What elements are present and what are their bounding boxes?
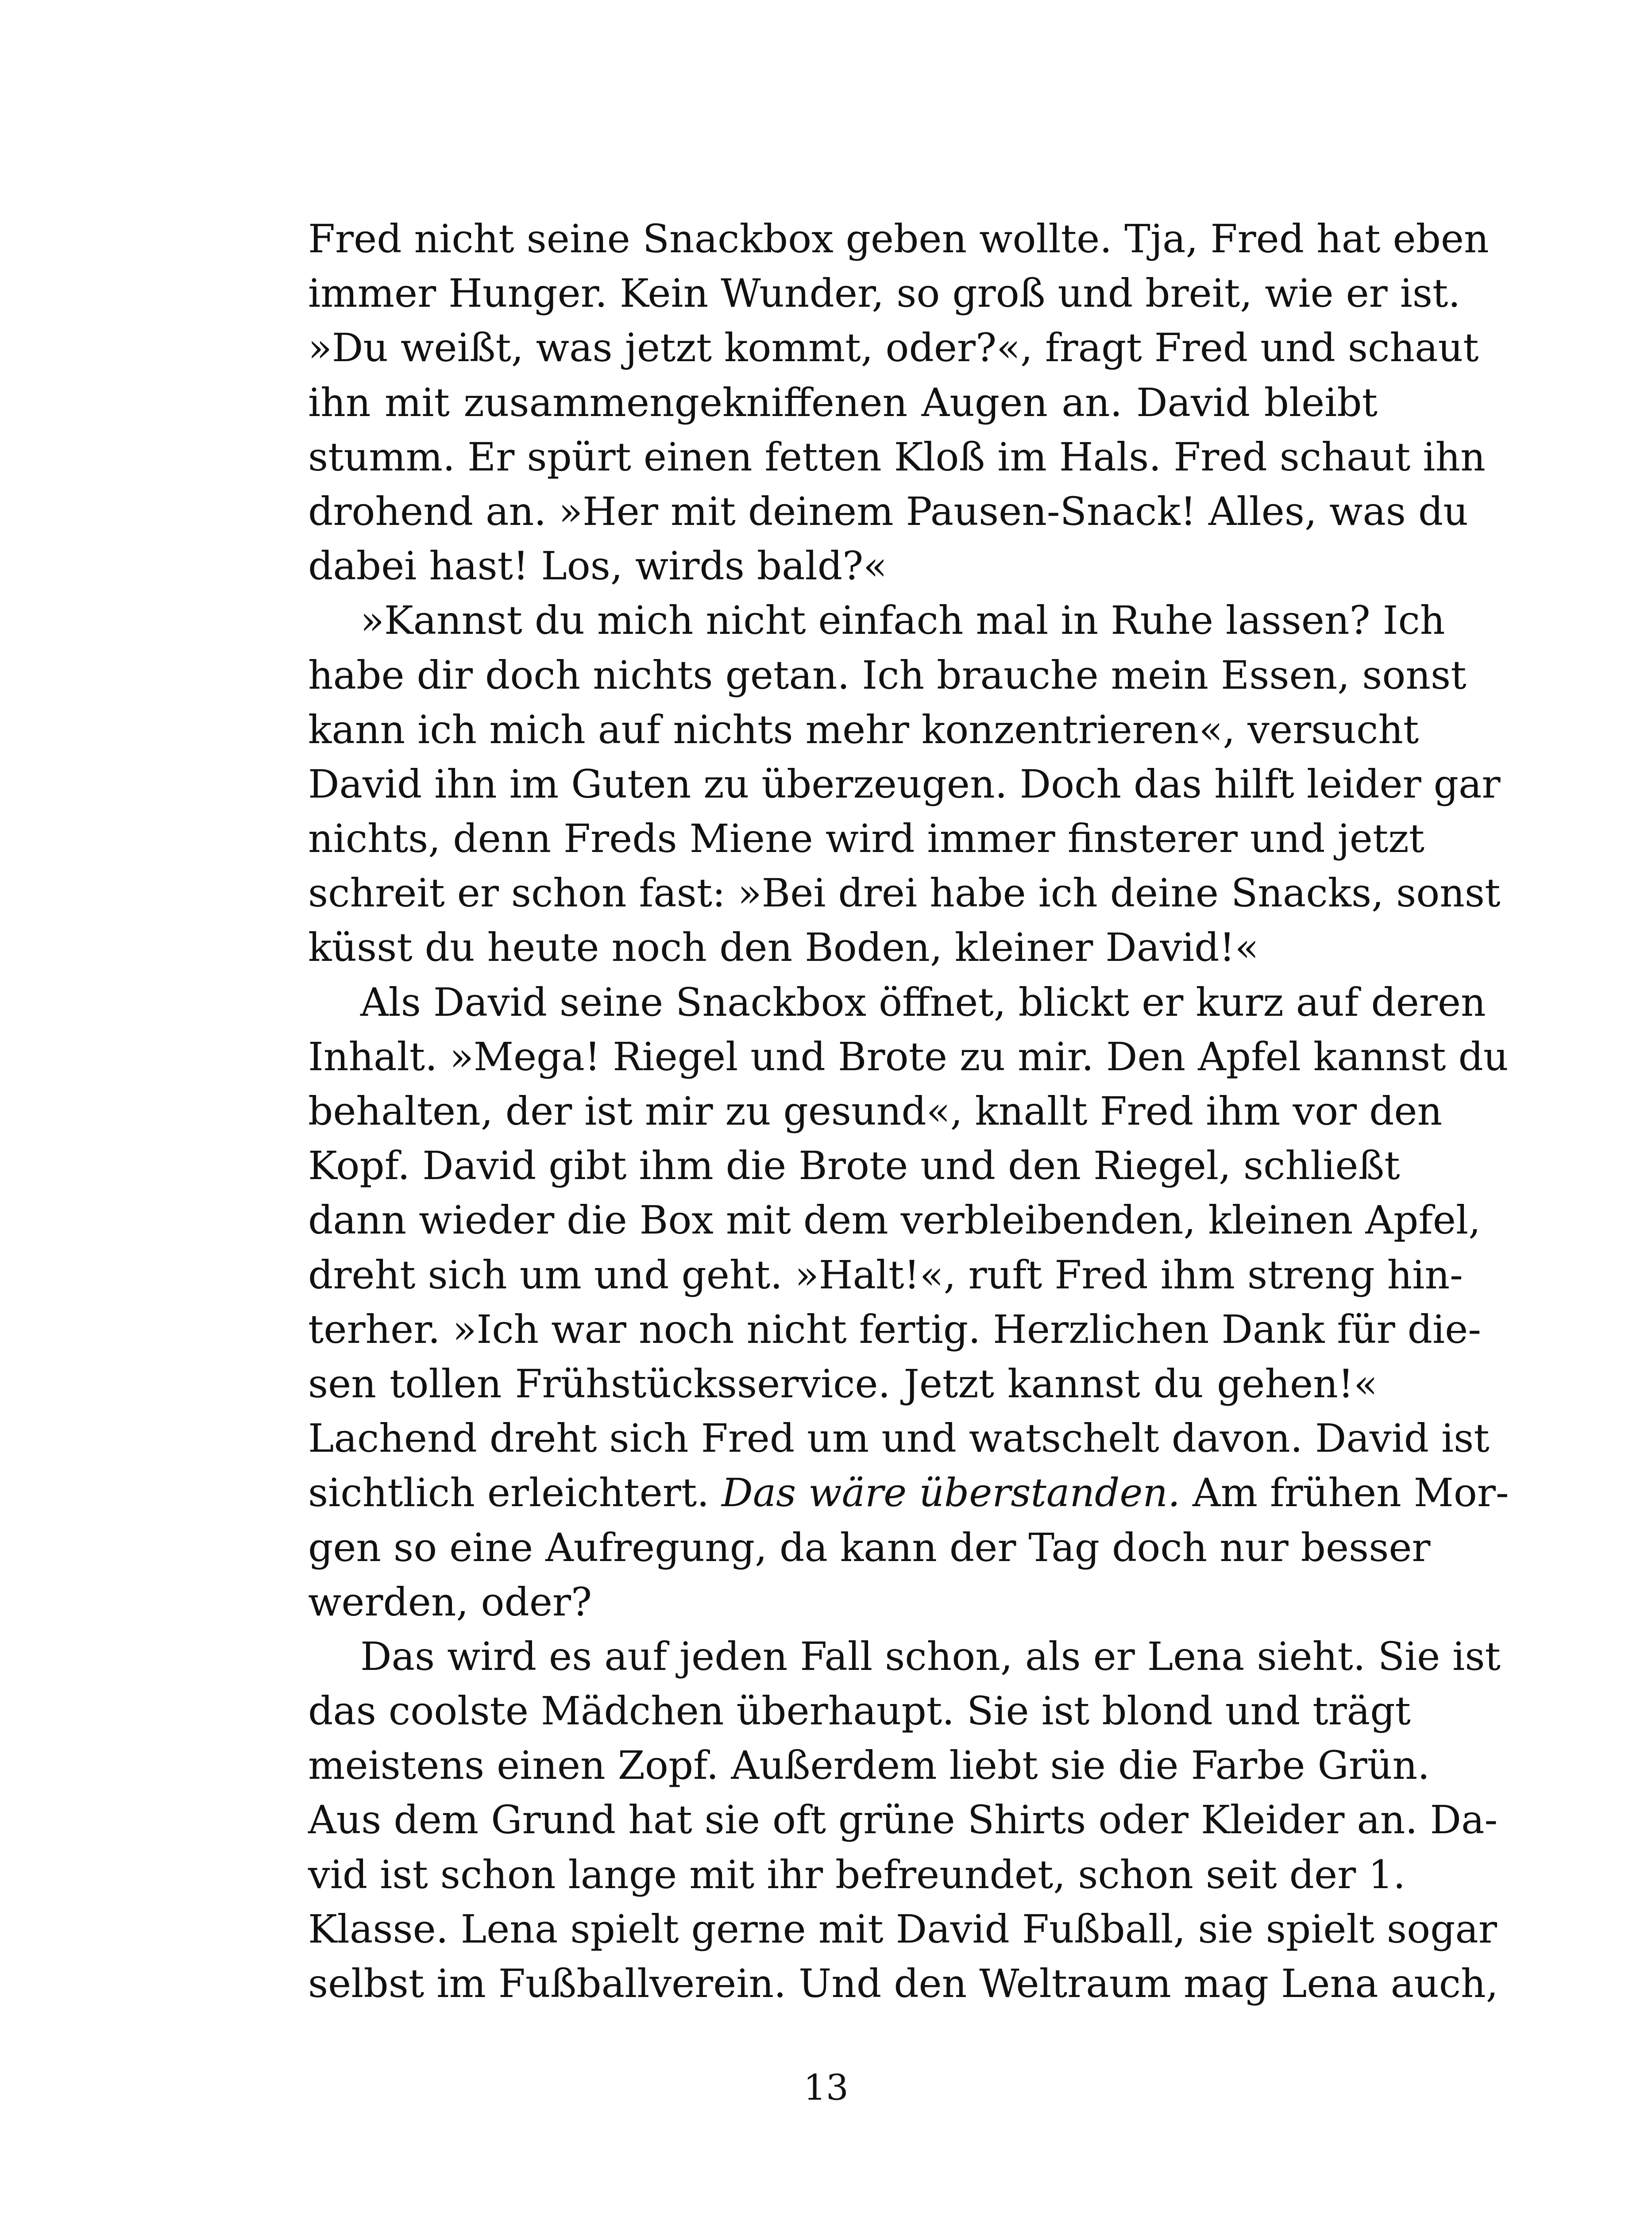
- text-line: Klasse. Lena spielt gerne mit David Fußball, sie spielt sogar: [308, 1906, 1497, 1952]
- text-segment: sichtlich erleichtert.: [308, 1470, 722, 1516]
- text-line: Fred nicht seine Snackbox geben wollte. Tja, Fred hat eben: [308, 216, 1489, 262]
- text-line: Kopf. David gibt ihm die Brote und den Riegel, schließt: [308, 1143, 1400, 1189]
- page-number: 13: [803, 2067, 849, 2108]
- text-line: selbst im Fußballverein. Und den Weltraum mag Lena auch,: [308, 1961, 1498, 2006]
- text-line: drohend an. »Her mit deinem Pausen-Snack! Alles, was du: [308, 488, 1468, 534]
- text-line: »Du weißt, was jetzt kommt, oder?«, fragt Fred und schaut: [308, 325, 1479, 371]
- text-line: Lachend dreht sich Fred um und watschelt davon. David ist: [308, 1415, 1490, 1461]
- text-line: Inhalt. »Mega! Riegel und Brote zu mir. Den Apfel kannst du: [308, 1033, 1509, 1080]
- text-line: werden, oder?: [308, 1579, 592, 1625]
- text-line: Das wird es auf jeden Fall schon, als er Lena sieht. Sie ist: [360, 1633, 1501, 1679]
- body-text: [308, 212, 1509, 2011]
- text-line: David ihn im Guten zu überzeugen. Doch das hilft leider gar: [308, 761, 1501, 807]
- text-line: kann ich mich auf nichts mehr konzentrieren«, versucht: [308, 706, 1419, 752]
- text-line: gen so eine Aufregung, da kann der Tag doch nur besser: [308, 1524, 1431, 1570]
- text-line: »Kannst du mich nicht einfach mal in Ruhe lassen? Ich: [360, 598, 1445, 644]
- text-line: küsst du heute noch den Boden, kleiner David!«: [308, 925, 1259, 971]
- text-line: stumm. Er spürt einen fetten Kloß im Hals. Fred schaut ihn: [308, 434, 1486, 480]
- text-line: das coolste Mädchen überhaupt. Sie ist blond und trägt: [308, 1688, 1411, 1734]
- text-line: dreht sich um und geht. »Halt!«, ruft Fred ihm streng hin-: [308, 1252, 1463, 1298]
- text-line: ihn mit zusammengekniffenen Augen an. David bleibt: [308, 379, 1378, 425]
- text-line: habe dir doch nichts getan. Ich brauche mein Essen, sonst: [308, 652, 1467, 698]
- text-line: Aus dem Grund hat sie oft grüne Shirts oder Kleider an. Da-: [308, 1797, 1498, 1843]
- text-line: behalten, der ist mir zu gesund«, knallt Fred ihm vor den: [308, 1088, 1443, 1134]
- italic-phrase: Das wäre überstanden.: [722, 1470, 1181, 1516]
- text-line: meistens einen Zopf. Außerdem liebt sie die Farbe Grün.: [308, 1743, 1430, 1789]
- text-line: dann wieder die Box mit dem verbleibenden, kleinen Apfel,: [308, 1197, 1481, 1243]
- text-line: nichts, denn Freds Miene wird immer finsterer und jetzt: [308, 816, 1424, 862]
- text-line: sen tollen Frühstücksservice. Jetzt kannst du gehen!«: [308, 1361, 1378, 1407]
- text-line-with-italic: [308, 1465, 1509, 1520]
- text-line: schreit er schon fast: »Bei drei habe ich deine Snacks, sonst: [308, 870, 1501, 916]
- text-line: vid ist schon lange mit ihr befreundet, schon seit der 1.: [308, 1851, 1406, 1897]
- text-line: dabei hast! Los, wirds bald?«: [308, 543, 888, 589]
- text-segment: Am frühen Mor-: [1180, 1470, 1509, 1516]
- text-line: terher. »Ich war noch nicht fertig. Herzlichen Dank für die-: [308, 1306, 1481, 1352]
- text-line: Als David seine Snackbox öffnet, blickt er kurz auf deren: [360, 979, 1486, 1025]
- text-line: immer Hunger. Kein Wunder, so groß und breit, wie er ist.: [308, 270, 1461, 316]
